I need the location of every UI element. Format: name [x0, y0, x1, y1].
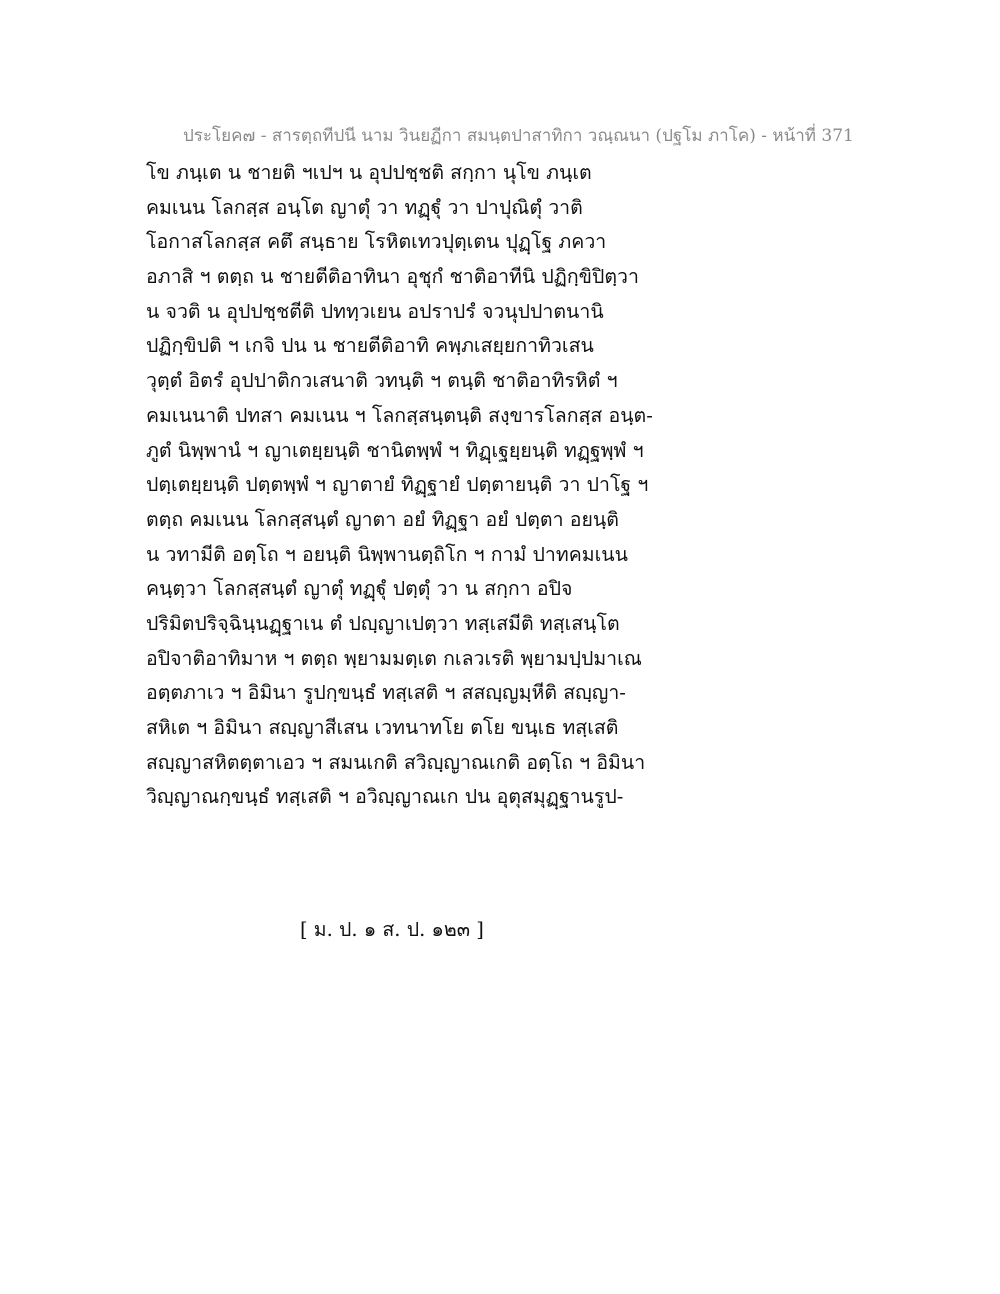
text-line: ปริมิตปริจฺฉินฺนฏฺฐาเน ตํ ปญฺญาเปตฺวา ทสฺเสมีติ ทสฺเสนฺโต [146, 611, 620, 635]
text-line: น จวติ น อุปปชฺชตีติ ปททฺวเยน อปราปรํ จวนุปปาตนานิ [146, 299, 604, 323]
text-line: สญฺญาสหิตตฺตาเอว ฯ สมนเกติ สวิญฺญาณเกติ อตฺโถ ฯ อิมินา [146, 750, 646, 774]
text-line: น วทามีติ อตฺโถ ฯ อยนฺติ นิพฺพานตฺถิโก ฯ กามํ ปาทคมเนน [146, 542, 628, 566]
body-text [146, 156, 846, 815]
text-line: ปตฺเตยฺยนฺติ ปตฺตพฺพํ ฯ ญาตายํ ทิฏฺฐายํ ปตฺตายนฺติ วา ปาโฐ ฯ [146, 473, 649, 497]
text-line: อปิจาติอาทิมาห ฯ ตตฺถ พฺยามมตฺเต กเลวเรติ พฺยามปฺปมาเณ [146, 646, 642, 670]
text-line: วิญฺญาณกฺขนฺธํ ทสฺเสติ ฯ อวิญฺญาณเก ปน อุตุสมุฏฺฐานรูป- [146, 785, 624, 809]
footnote-reference: [ ม. ป. ๑ ส. ป. ๑๒๓ ] [300, 918, 484, 941]
text-line: ภูตํ นิพฺพานํ ฯ ญาเตยฺยนฺติ ชานิตพฺพํ ฯ ทิฏฺเฐยฺยนฺติ ทฏฺฐพฺพํ ฯ [146, 438, 644, 462]
text-line: อตฺตภาเว ฯ อิมินา รูปกฺขนฺธํ ทสฺเสติ ฯ สสญฺญมฺหีติ สญฺญา- [146, 681, 626, 705]
text-line: อภาสิ ฯ ตตฺถ น ชายตีติอาทินา อุชุกํ ชาติอาทีนิ ปฏิกฺขิปิตฺวา [146, 265, 639, 289]
text-line: โข ภนฺเต น ชายติ ฯเปฯ น อุปปชฺชติ สกฺกา นุโข ภนฺเต [146, 161, 592, 184]
text-line: วุตฺตํ อิตรํ อุปปาติกวเสนาติ วทนฺติ ฯ ตนฺติ ชาติอาทิรหิตํ ฯ [146, 369, 618, 393]
text-line: สหิเต ฯ อิมินา สญฺญาสีเสน เวทนาทโย ตโย ขนฺเธ ทสฺเสติ [146, 716, 619, 739]
text-line: ตตฺถ คมเนน โลกสฺสนฺตํ ญาตา อยํ ทิฏฺฐา อยํ ปตฺตา อยนฺติ [146, 507, 619, 531]
text-line: โอกาสโลกสฺส คตึ สนฺธาย โรหิตเทวปุตฺเตน ปุฏฺโฐ ภควา [146, 230, 607, 254]
text-line: คมเนนาติ ปทสา คมเนน ฯ โลกสฺสนฺตนฺติ สงฺขารโลกสฺส อนฺต- [146, 403, 653, 427]
running-header: ประโยค๗ - สารตฺถทีปนี นาม วินยฏีกา สมนฺตปาสาทิกา วณฺณนา (ปฐโม ภาโค) - หน้าที่ 371 [183, 126, 854, 146]
text-line: ปฏิกฺขิปติ ฯ เกจิ ปน น ชายตีติอาทิ คพฺภเสยฺยกาทิวเสน [146, 334, 594, 358]
text-line: คมเนน โลกสฺส อนฺโต ญาตุํ วา ทฏฺฐุํ วา ปาปุณิตุํ วาติ [146, 195, 583, 219]
text-line: คนฺตฺวา โลกสฺสนฺตํ ญาตุํ ทฏฺฐุํ ปตฺตุํ วา น สกฺกา อปิจ [146, 577, 573, 601]
